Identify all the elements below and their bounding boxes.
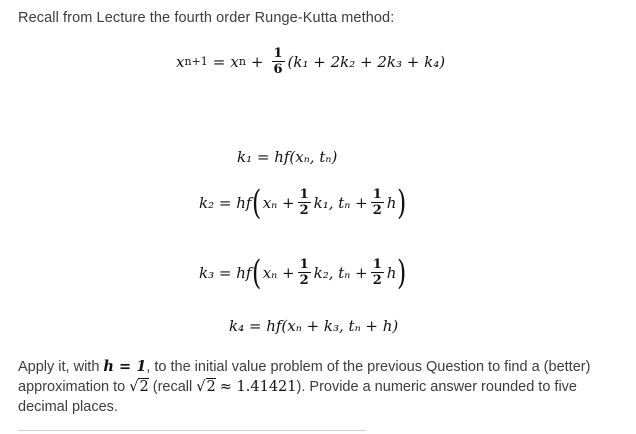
one-sixth-fraction: $\frac{1}{6}$ (273, 46, 283, 77)
sqrt-two: √2 (196, 379, 216, 395)
k1-equation: k₁ = hf(xₙ, tₙ) (237, 148, 338, 166)
half-fraction: $\frac{1}{2}$ (299, 187, 309, 218)
k2-equation: k₂ = hf ( xₙ + $\frac{1}{2}$ k₁, tₙ + $\frac{1}{2}$ h ) (199, 182, 407, 223)
k3-equation: k₃ = hf ( xₙ + $\frac{1}{2}$ k₂, tₙ + $\frac{1}{2}$ h ) (199, 252, 407, 293)
k4-equation: k₄ = hf(xₙ + k₃, tₙ + h) (229, 317, 399, 335)
half-fraction: $\frac{1}{2}$ (372, 257, 382, 288)
half-fraction: $\frac{1}{2}$ (299, 257, 309, 288)
h-equals-one: h = 1 (103, 358, 147, 375)
question-text: Apply it, with h = 1, to the initial value problem of the previous Question to find a (better) approximation to √2 (recall √2 ≈ 1.41421). Provide a numeric answer rounded to five decimal places. (18, 358, 591, 415)
approx-value: ≈ 1.41421 (219, 379, 297, 395)
rk4-main-equation: x n+1 = x n + $\frac{1}{6}$ (k₁ + 2k₂ + 2k₃ + k₄) (176, 46, 446, 77)
answer-input[interactable] (18, 416, 366, 431)
half-fraction: $\frac{1}{2}$ (372, 187, 382, 218)
sqrt-two: √2 (129, 379, 149, 395)
intro-text: Recall from Lecture the fourth order Runge-Kutta method: (18, 10, 395, 26)
